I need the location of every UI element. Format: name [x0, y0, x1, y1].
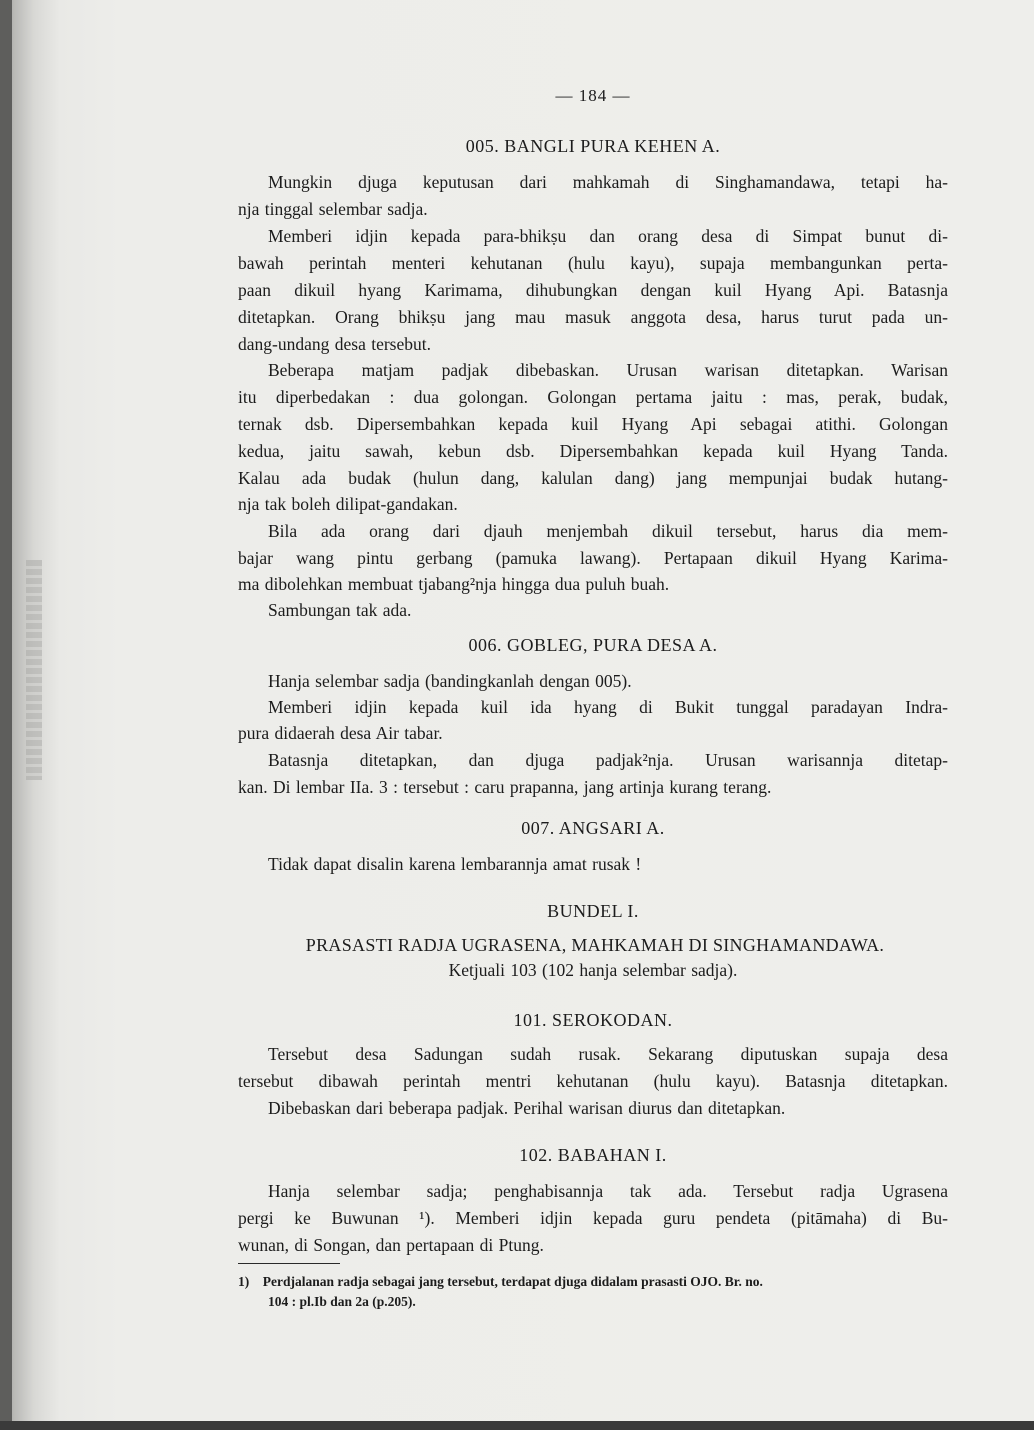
text-line: nja tak boleh dilipat-gandakan.	[238, 494, 458, 514]
section-heading-005: 005. BANGLI PURA KEHEN A.	[465, 136, 721, 156]
text-line: Kalau ada budak (hulun dang, kalulan dang) jang mempunjai budak hutang-	[238, 468, 948, 488]
section-heading-102: 102. BABAHAN I.	[519, 1145, 667, 1165]
text-line: Ketjuali 103 (102 hanja selembar sadja).	[448, 960, 738, 980]
book-spine-shadow	[0, 0, 12, 1430]
text-line: kan. Di lembar IIa. 3 : tersebut : caru prapanna, jang artinja kurang terang.	[238, 777, 772, 797]
text-line: ditetapkan. Orang bhikṣu jang mau masuk anggota desa, harus turut pada un-	[238, 307, 948, 327]
text-line: Memberi idjin kepada para-bhikṣu dan orang desa di Simpat bunut di-	[268, 226, 948, 246]
section-heading-006: 006. GOBLEG, PURA DESA A.	[468, 635, 718, 655]
text-line: Bila ada orang dari djauh menjembah dikuil tersebut, harus dia mem-	[268, 521, 948, 541]
text-line: Memberi idjin kepada kuil ida hyang di Bukit tunggal paradayan Indra-	[268, 697, 948, 717]
footnote-rule	[238, 1263, 340, 1264]
bundel-heading: BUNDEL I.	[547, 901, 639, 921]
text-line: Batasnja ditetapkan, dan djuga padjak²nja. Urusan warisannja ditetap-	[268, 750, 948, 770]
text-line: tersebut dibawah perintah mentri kehutanan (hulu kayu). Batasnja ditetapkan.	[238, 1071, 948, 1091]
text-line: Hanja selembar sadja; penghabisannja tak ada. Tersebut radja Ugrasena	[268, 1181, 948, 1201]
margin-bleed-through	[26, 560, 42, 780]
text-line: Dibebaskan dari beberapa padjak. Perihal warisan diurus dan ditetapkan.	[268, 1098, 786, 1118]
text-line: wunan, di Songan, dan pertapaan di Ptung.	[238, 1235, 544, 1255]
page-number: — 184 —	[555, 86, 631, 105]
text-line: itu diperbedakan : dua golongan. Golongan pertama jaitu : mas, perak, budak,	[238, 387, 948, 407]
text-line: dang-undang desa tersebut.	[238, 334, 431, 354]
text-line: bajar wang pintu gerbang (pamuka lawang). Pertapaan dikuil Hyang Karima-	[238, 548, 948, 568]
text-line: kedua, jaitu sawah, kebun dsb. Dipersembahkan kepada kuil Hyang Tanda.	[238, 441, 948, 461]
footnote-text-1: Perdjalanan radja sebagai jang tersebut, terdapat djuga didalam prasasti OJO. Br. no.	[262, 1274, 763, 1289]
text-line: nja tinggal selembar sadja.	[238, 199, 428, 219]
text-line: Hanja selembar sadja (bandingkanlah dengan 005).	[268, 671, 632, 691]
bottom-edge	[0, 1421, 1034, 1430]
text-line: ternak dsb. Dipersembahkan kepada kuil Hyang Api sebagai atithi. Golongan	[238, 414, 948, 434]
text-line: Beberapa matjam padjak dibebaskan. Urusan warisan ditetapkan. Warisan	[268, 360, 948, 380]
prasasti-heading: PRASASTI RADJA UGRASENA, MAHKAMAH DI SINGHAMANDAWA.	[305, 935, 885, 955]
footnote-text-2: 104 : pl.Ib dan 2a (p.205).	[268, 1294, 416, 1309]
text-line: Mungkin djuga keputusan dari mahkamah di Singhamandawa, tetapi ha-	[268, 172, 948, 192]
footnote-marker: 1)	[238, 1274, 250, 1289]
text-line: bawah perintah menteri kehutanan (hulu kayu), supaja membangunkan perta-	[238, 253, 948, 273]
text-line: paan dikuil hyang Karimama, dihubungkan dengan kuil Hyang Api. Batasnja	[238, 280, 948, 300]
text-line: pergi ke Buwunan ¹). Memberi idjin kepada guru pendeta (pitāmaha) di Bu-	[238, 1208, 948, 1228]
text-line: Tersebut desa Sadungan sudah rusak. Sekarang diputuskan supaja desa	[268, 1044, 948, 1064]
footnote-line-1	[238, 1274, 948, 1290]
text-line: pura didaerah desa Air tabar.	[238, 723, 443, 743]
text-line: Sambungan tak ada.	[268, 600, 412, 620]
text-line: ma dibolehkan membuat tjabang²nja hingga dua puluh buah.	[238, 574, 670, 594]
text-line: Tidak dapat disalin karena lembarannja amat rusak !	[268, 854, 642, 874]
section-heading-007: 007. ANGSARI A.	[521, 818, 665, 838]
section-heading-101: 101. SEROKODAN.	[513, 1010, 673, 1030]
